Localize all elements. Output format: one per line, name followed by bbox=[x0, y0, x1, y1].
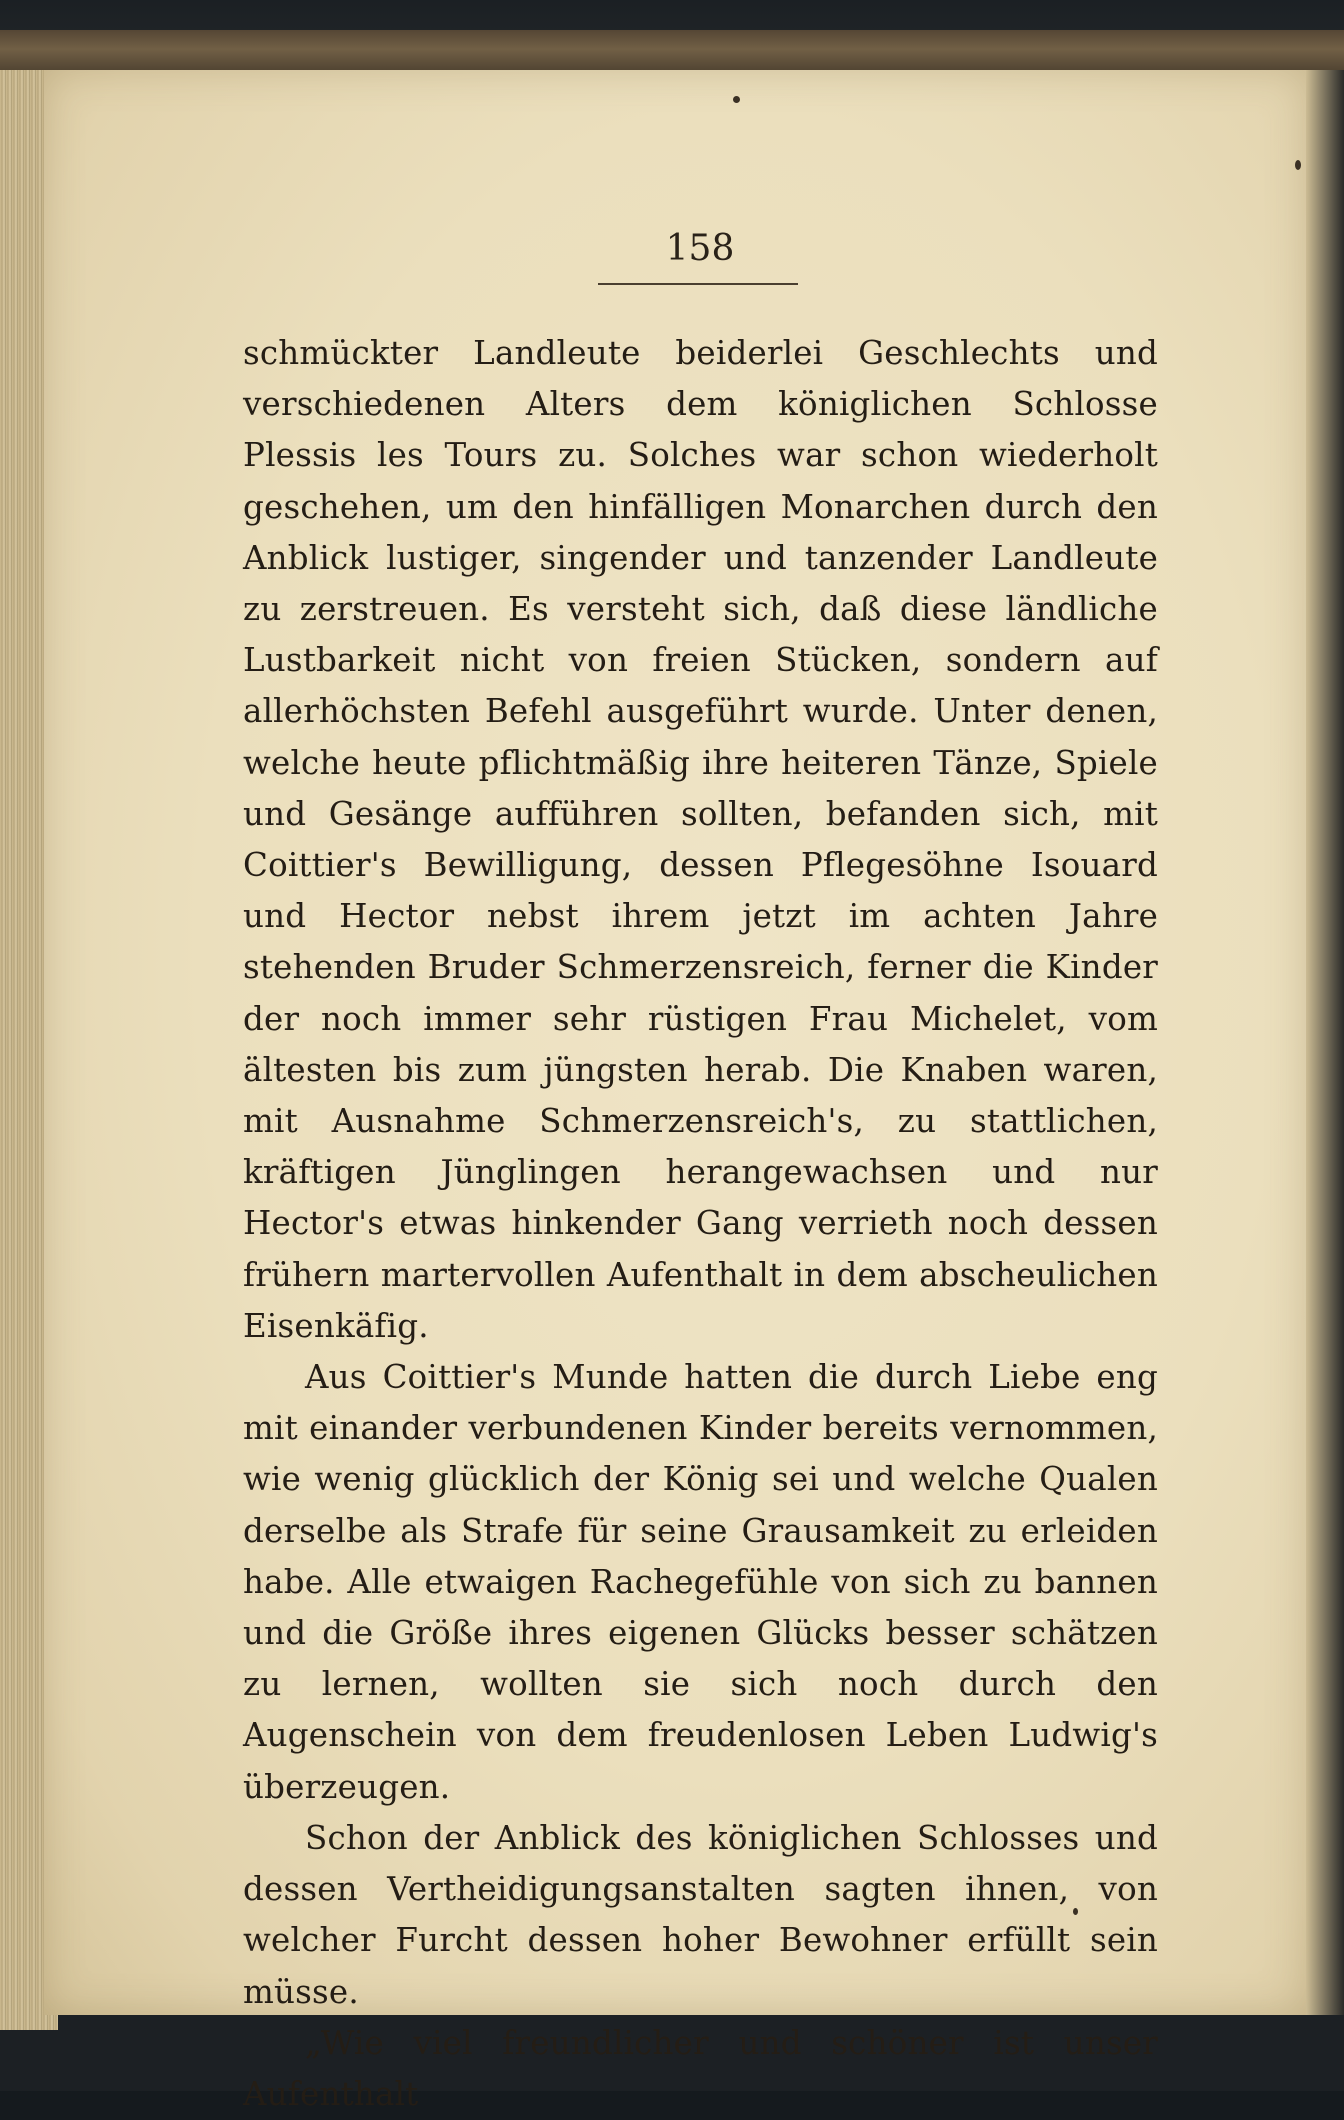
page-number: 158 bbox=[665, 228, 735, 269]
gutter-shadow bbox=[1304, 70, 1344, 2015]
body-text bbox=[243, 328, 1158, 2120]
paragraph: schmückter Landleute beiderlei Geschlechts und verschiedenen Alters dem königlichen Schlosse Plessis les Tours zu. Solches war schon wiederholt geschehen, um den hinfälligen Monarchen durch den Anblick lustiger, singender und tanzender Landleute zu zerstreuen. Es versteht sich, daß diese ländliche Lustbarkeit nicht von freien Stücken, sondern auf allerhöchsten Befehl ausgeführt wurde. Unter denen, welche heute pflichtmäßig ihre heiteren Tänze, Spiele und Gesänge aufführen sollten, befanden sich, mit Coittier's Bewilligung, dessen Pflegesöhne Isouard und Hector nebst ihrem jetzt im achten Jahre stehenden Bruder Schmerzensreich, ferner die Kinder der noch immer sehr rüstigen Frau Michelet, vom ältesten bis zum jüngsten herab. Die Knaben waren, mit Ausnahme Schmerzensreich's, zu stattlichen, kräftigen Jünglingen herangewachsen und nur Hector's etwas hinkender Gang verrieth noch dessen frühern martervollen Aufenthalt in dem abscheulichen Eisenkäfig. bbox=[243, 334, 1158, 1345]
paragraph: „Wie viel freundlicher und schöner ist unser Aufenthalt bbox=[243, 2023, 1158, 2113]
paragraph: Schon der Anblick des königlichen Schlosses und dessen Vertheidigungsanstalten sagten ihnen, von welcher Furcht dessen hoher Bewohner erfüllt sein müsse. bbox=[243, 1818, 1158, 2011]
page-number-rule bbox=[598, 283, 798, 285]
paragraph: Aus Coittier's Munde hatten die durch Liebe eng mit einander verbundenen Kinder bereits vernommen, wie wenig glücklich der König sei und welche Qualen derselbe als Strafe für seine Grausamkeit zu erleiden habe. Alle etwaigen Rachegefühle von sich zu bannen und die Größe ihres eigenen Glücks besser schätzen zu lernen, wollten sie sich noch durch den Augenschein von dem freudenlosen Leben Ludwig's überzeugen. bbox=[243, 1358, 1158, 1806]
ink-speck bbox=[733, 96, 740, 103]
ink-speck bbox=[1295, 160, 1301, 170]
